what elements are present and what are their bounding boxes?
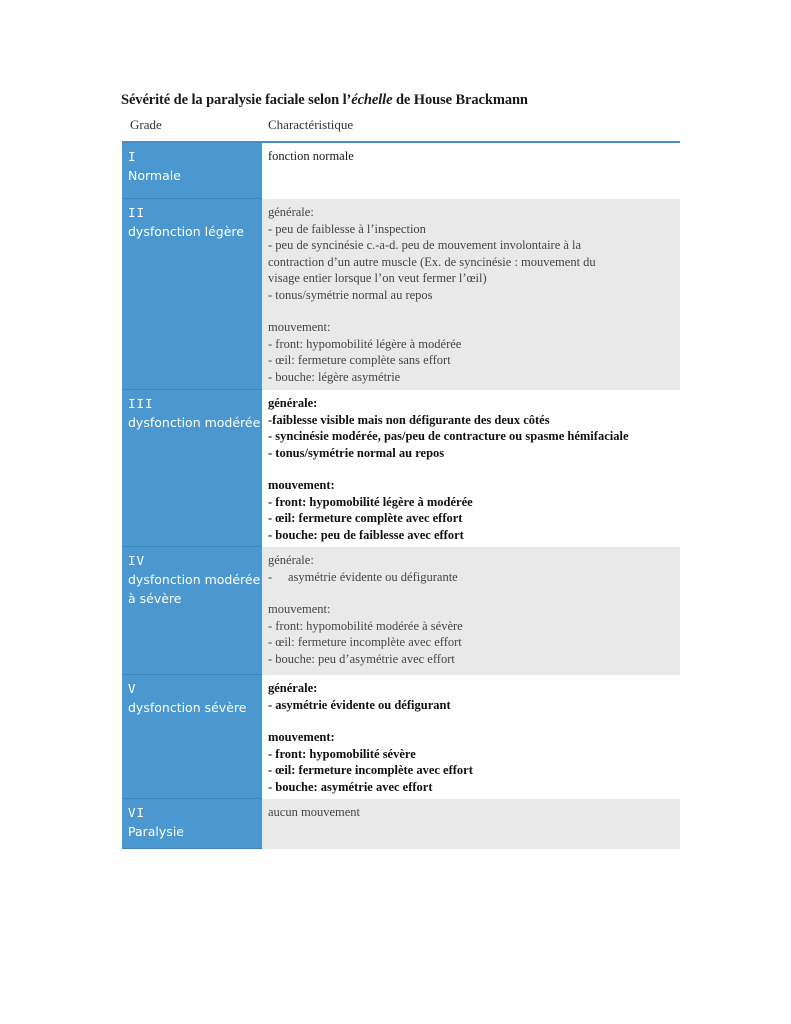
characteristic-cell bbox=[262, 390, 680, 547]
header-characteristic: Charactéristique bbox=[268, 117, 354, 132]
document-title bbox=[121, 92, 528, 109]
grade-number: V bbox=[128, 681, 137, 696]
movement-line: - bouche: légère asymétrie bbox=[268, 369, 401, 384]
table-row-grade-1 bbox=[122, 143, 680, 199]
general-text: asymétrie évidente ou défigurante bbox=[288, 569, 458, 584]
characteristic-line: aucun mouvement bbox=[268, 805, 360, 819]
movement-heading: mouvement: bbox=[268, 602, 331, 616]
grade-number: II bbox=[128, 205, 146, 220]
grade-cell bbox=[122, 675, 262, 799]
grade-label: Normale bbox=[128, 168, 181, 183]
general-heading: générale: bbox=[268, 396, 318, 410]
characteristic-cell bbox=[262, 199, 680, 390]
general-heading: générale: bbox=[268, 205, 314, 219]
grade-cell bbox=[122, 199, 262, 390]
general-line: - tonus/symétrie normal au repos bbox=[268, 287, 433, 302]
movement-line: - bouche: peu d’asymétrie avec effort bbox=[268, 651, 455, 666]
title-text-italic: échelle bbox=[351, 92, 393, 108]
grade-number: I bbox=[128, 149, 137, 164]
characteristic-cell bbox=[262, 799, 680, 849]
general-line: - peu de faiblesse à l’inspection bbox=[268, 221, 426, 236]
movement-line: - œil: fermeture incomplète avec effort bbox=[268, 763, 473, 777]
movement-heading: mouvement: bbox=[268, 730, 335, 744]
general-line: -faiblesse visible mais non défigurante des deux côtés bbox=[268, 412, 550, 427]
header-grade: Grade bbox=[130, 117, 162, 132]
grade-label: Paralysie bbox=[128, 824, 184, 839]
movement-line: - front: hypomobilité légère à modérée bbox=[268, 336, 462, 351]
grade-cell bbox=[122, 143, 262, 199]
grade-label: dysfonction légère bbox=[128, 224, 244, 239]
characteristic-cell bbox=[262, 547, 680, 675]
grade-number: IV bbox=[128, 553, 146, 568]
grade-label: dysfonction sévère bbox=[128, 700, 247, 715]
general-heading: générale: bbox=[268, 553, 314, 567]
general-heading: générale: bbox=[268, 681, 318, 695]
general-line: contraction d’un autre muscle (Ex. de syncinésie : mouvement du bbox=[268, 254, 596, 269]
title-text-end: de House Brackmann bbox=[392, 92, 528, 108]
movement-heading: mouvement: bbox=[268, 478, 335, 492]
table-row-grade-6 bbox=[122, 799, 680, 849]
general-line: - tonus/symétrie normal au repos bbox=[268, 445, 445, 460]
grade-cell bbox=[122, 799, 262, 849]
grade-cell bbox=[122, 547, 262, 675]
movement-line: - front: hypomobilité sévère bbox=[268, 746, 416, 761]
table-row-grade-5 bbox=[122, 675, 680, 799]
grade-cell bbox=[122, 390, 262, 547]
characteristic-line: fonction normale bbox=[268, 149, 354, 163]
general-line: - peu de syncinésie c.-a-d. peu de mouvement involontaire à la bbox=[268, 238, 582, 252]
grade-number: VI bbox=[128, 805, 146, 820]
movement-line: - bouche: asymétrie avec effort bbox=[268, 779, 433, 794]
movement-line: - œil: fermeture incomplète avec effort bbox=[268, 635, 462, 649]
movement-line: - œil: fermeture complète avec effort bbox=[268, 511, 463, 525]
general-line: - syncinésie modérée, pas/peu de contracture ou spasme hémifaciale bbox=[268, 429, 629, 443]
grade-label: dysfonction modérée à sévère bbox=[128, 572, 261, 606]
table-row-grade-2 bbox=[122, 199, 680, 390]
title-text-start: Sévérité de la paralysie faciale selon l’ bbox=[121, 92, 352, 108]
movement-line: - front: hypomobilité modérée à sévère bbox=[268, 618, 463, 633]
table-header-row bbox=[122, 112, 680, 143]
grade-label: dysfonction modérée bbox=[128, 415, 261, 430]
general-line: visage entier lorsque l’on veut fermer l’œil) bbox=[268, 271, 487, 285]
general-dash: - bbox=[268, 569, 273, 584]
table-row-grade-3 bbox=[122, 390, 680, 547]
general-line: - asymétrie évidente ou défigurant bbox=[268, 697, 451, 712]
characteristic-cell bbox=[262, 675, 680, 799]
grade-number: III bbox=[128, 396, 154, 411]
table-row-grade-4 bbox=[122, 547, 680, 675]
movement-heading: mouvement: bbox=[268, 320, 331, 334]
general-line bbox=[268, 569, 680, 586]
movement-line: - front: hypomobilité légère à modérée bbox=[268, 494, 473, 509]
movement-line: - œil: fermeture complète sans effort bbox=[268, 353, 451, 367]
house-brackmann-table bbox=[122, 112, 680, 849]
movement-line: - bouche: peu de faiblesse avec effort bbox=[268, 527, 464, 542]
characteristic-cell bbox=[262, 143, 680, 199]
